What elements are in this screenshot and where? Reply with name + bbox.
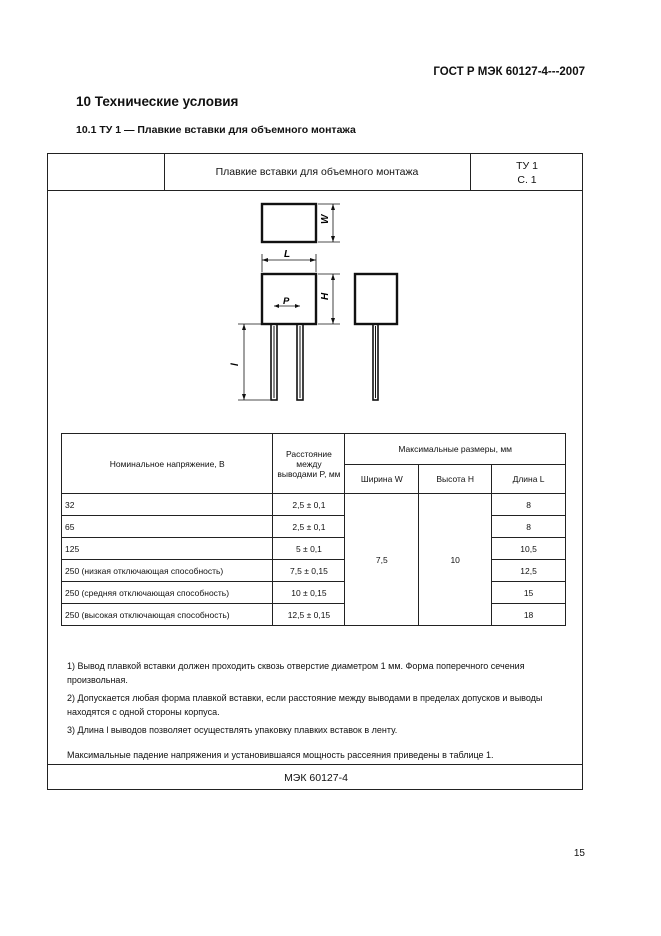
col-distance-header: Расстояние между выводами P, мм <box>273 434 345 494</box>
notes-block <box>67 660 577 762</box>
cell-voltage: 32 <box>62 494 273 516</box>
cell-distance: 5 ± 0,1 <box>273 538 345 560</box>
cell-length: 18 <box>492 604 566 626</box>
cell-length: 15 <box>492 582 566 604</box>
subsection-title: 10.1 ТУ 1 — Плавкие вставки для объемного монтажа <box>76 124 356 136</box>
fuse-drawing <box>48 154 584 424</box>
cell-length: 10,5 <box>492 538 566 560</box>
cell-distance: 2,5 ± 0,1 <box>273 516 345 538</box>
col-voltage-header: Номинальное напряжение, В <box>62 434 273 494</box>
cell-voltage: 65 <box>62 516 273 538</box>
note-4: Максимальные падение напряжения и установившаяся мощность рассеяния приведены в таблице 1. <box>67 749 494 760</box>
caption-title: Плавкие вставки для объемного монтажа <box>215 166 419 178</box>
standard-code: ГОСТ Р МЭК 60127-4---2007 <box>433 66 585 78</box>
dimensions-table <box>61 433 566 626</box>
cell-voltage: 250 (высокая отключающая способность) <box>62 604 273 626</box>
note-1: 1) Вывод плавкой вставки должен проходить сквозь отверстие диаметром 1 мм. Форма поперечного сечения произвольная. <box>67 661 525 685</box>
cell-distance: 7,5 ± 0,15 <box>273 560 345 582</box>
label-h: H <box>320 292 331 300</box>
table-row <box>62 494 566 516</box>
spec-frame <box>47 153 583 790</box>
cell-length: 12,5 <box>492 560 566 582</box>
cell-voltage: 125 <box>62 538 273 560</box>
col-length-header: Длина L <box>492 465 566 494</box>
label-p: P <box>283 296 290 307</box>
caption-sheet-text: С. 1 <box>517 174 537 186</box>
cell-distance: 2,5 ± 0,1 <box>273 494 345 516</box>
footer-divider <box>48 764 582 765</box>
side-view-body <box>355 274 397 324</box>
col-width-header: Ширина W <box>345 465 419 494</box>
page-number: 15 <box>573 848 585 859</box>
top-view-body <box>262 204 316 242</box>
cell-width: 7,5 <box>345 494 419 626</box>
cell-voltage: 250 (средняя отключающая способность) <box>62 582 273 604</box>
note-3: 3) Длина l выводов позволяет осуществлять упаковку плавких вставок в ленту. <box>67 725 398 735</box>
col-max-header: Максимальные размеры, мм <box>345 434 566 465</box>
caption-code-text: ТУ 1 <box>516 160 538 172</box>
label-w: W <box>320 214 331 224</box>
cell-height: 10 <box>419 494 492 626</box>
cell-distance: 10 ± 0,15 <box>273 582 345 604</box>
label-lead: l <box>230 363 241 366</box>
cell-length: 8 <box>492 516 566 538</box>
frame-footer: МЭК 60127-4 <box>284 772 348 784</box>
cell-length: 8 <box>492 494 566 516</box>
cell-voltage: 250 (низкая отключающая способность) <box>62 560 273 582</box>
section-title: 10 Технические условия <box>76 94 239 109</box>
note-2: 2) Допускается любая форма плавкой вставки, если расстояние между выводами в пределах допусков и выводы находятся с одной стороны корпуса. <box>67 693 543 717</box>
cell-distance: 12,5 ± 0,15 <box>273 604 345 626</box>
col-height-header: Высота H <box>419 465 492 494</box>
label-l: L <box>284 249 291 260</box>
